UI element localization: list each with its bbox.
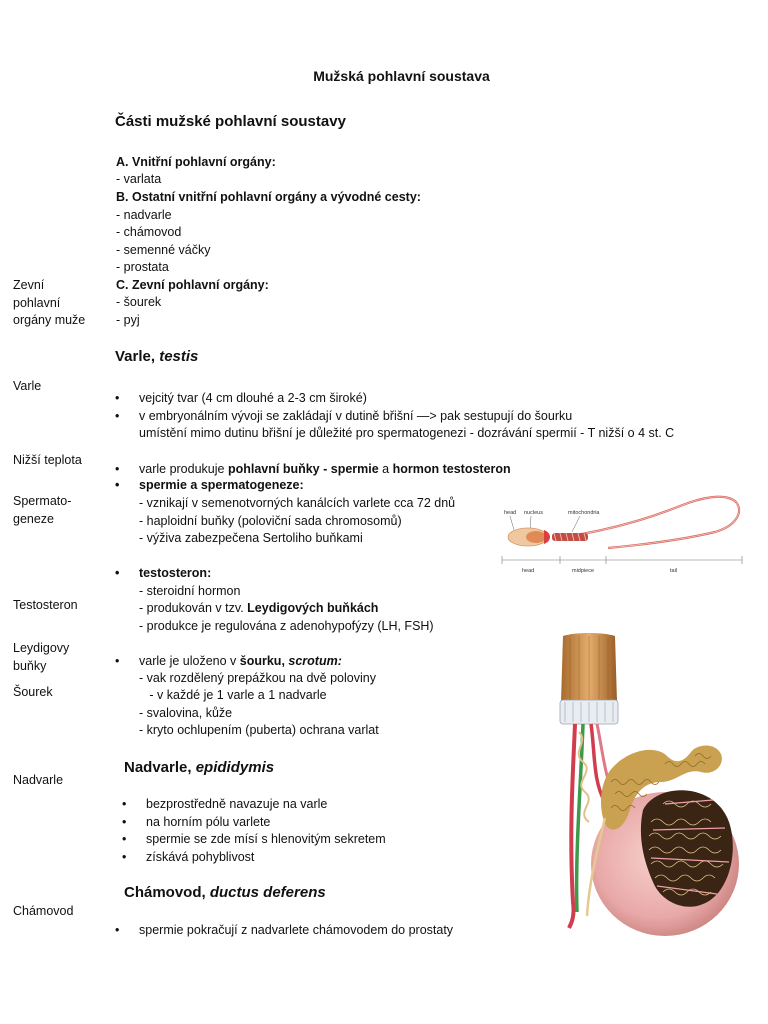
sidebar-label-chamovod: Chámovod [13,904,74,918]
sidebar-label-spermatogeneze [13,493,105,528]
list-item: - prostata [116,260,169,274]
list-item: - semenné váčky [116,243,211,257]
group-c-heading: C. Zevní pohlavní orgány: [116,278,269,292]
section-heading-chamovod [124,884,326,902]
sidebar-label-testosteron: Testosteron [13,598,78,612]
heading-latin: testis [159,348,199,365]
heading-text: Chámovod, [124,884,210,901]
bullet-item: • testosteron: [139,565,211,583]
bullet-item: • získává pohyblivost [146,849,254,867]
label-head-bottom: head [522,568,535,574]
label-midpiece: midpiece [572,568,595,574]
bullet-item: • na horním pólu varlete [146,814,270,832]
text: - produkován v tzv. [139,601,248,615]
section-heading-nadvarle [124,759,274,777]
sub-item: - vak rozdělený prepážkou na dvě poloviny [139,671,376,685]
sub-item: - výživa zabezpečena Sertoliho buňkami [139,531,363,545]
bullet-item [139,461,511,479]
bullet-continuation: umístění mimo dutinu břišní je důležité pro spermatogenezi - dozrávání spermií - T nižší o 4 st. C [139,426,675,440]
text-bold: šourku, [239,654,289,668]
testis-illustration [545,632,740,944]
text: a [378,462,393,476]
label-nucleus: nucleus [524,510,543,516]
sub-item: - haploidní buňky (poloviční sada chromosomů) [139,514,402,528]
sidebar-label-zevni [13,277,105,330]
group-a-heading: A. Vnitřní pohlavní orgány: [116,155,276,169]
sidebar-line: Leydigovy [13,641,70,655]
sub-item: - svalovina, kůže [139,706,233,720]
sidebar-line: pohlavní [13,295,61,310]
sub-item [139,600,378,618]
sidebar-line: buňky [13,658,47,673]
list-item: - pyj [116,313,140,327]
sidebar-label-teplota: Nižší teplota [13,453,82,467]
sub-item: - vznikají v semenotvorných kanálcích varlete cca 72 dnů [139,496,456,510]
bullet-item: • v embryonálním vývoji se zakládají v dutině břišní —> pak sestupují do šourku [139,408,572,426]
text-bold-italic: scrotum: [288,654,342,668]
sidebar-line: Zevní [13,278,45,292]
heading-latin: epididymis [195,759,275,776]
sidebar-line: geneze [13,511,55,526]
list-item: - nadvarle [116,208,172,222]
sidebar-label-leydig [13,640,105,675]
sidebar-label-nadvarle: Nadvarle [13,773,64,787]
sub-item: - kryto ochlupením (puberta) ochrana varlat [139,723,379,737]
text-bold: hormon testosteron [392,462,511,476]
bullet-item: • bezprostředně navazuje na varle [146,796,327,814]
heading-latin: ductus deferens [209,884,326,901]
bullet-item: • spermie se zde mísí s hlenovitým sekretem [146,831,386,849]
page-title: Mužská pohlavní soustava [313,68,490,84]
label-mitochondria: mitochondria [568,510,600,516]
heading-text: Varle, [115,348,160,365]
section-heading-parts: Části mužské pohlavní soustavy [115,113,346,130]
sub-item: - steroidní hormon [139,584,241,598]
list-item: - varlata [116,172,162,186]
sidebar-label-sourek: Šourek [13,685,53,699]
label-head-top: head [504,510,517,516]
text: varle produkuje [139,462,228,476]
bullet-item: • spermie a spermatogeneze: [139,477,304,495]
sidebar-line: Spermato- [13,494,72,508]
sub-item: - produkce je regulována z adenohypofýzy (LH, FSH) [139,619,434,633]
section-heading-varle [115,348,198,366]
text: varle je uloženo v [139,654,240,668]
sperm-illustration [500,492,746,578]
sidebar-line: orgány muže [13,313,86,327]
bullet-item: • vejcitý tvar (4 cm dlouhé a 2-3 cm široké) [139,390,367,408]
list-item: - šourek [116,295,162,309]
bullet-item: • spermie pokračují z nadvarlete chámovodem do prostaty [139,922,453,940]
group-b-heading: B. Ostatní vnitřní pohlavní orgány a vývodné cesty: [116,190,421,204]
sidebar-label-varle: Varle [13,379,42,393]
text-bold: Leydigových buňkách [247,601,379,615]
text-bold: pohlavní buňky - spermie [227,462,379,476]
sub-item: - v každé je 1 varle a 1 nadvarle [139,688,327,702]
heading-text: Nadvarle, [124,759,196,776]
list-item: - chámovod [116,225,182,239]
label-tail: tail [670,568,678,574]
bullet-item [139,653,342,671]
